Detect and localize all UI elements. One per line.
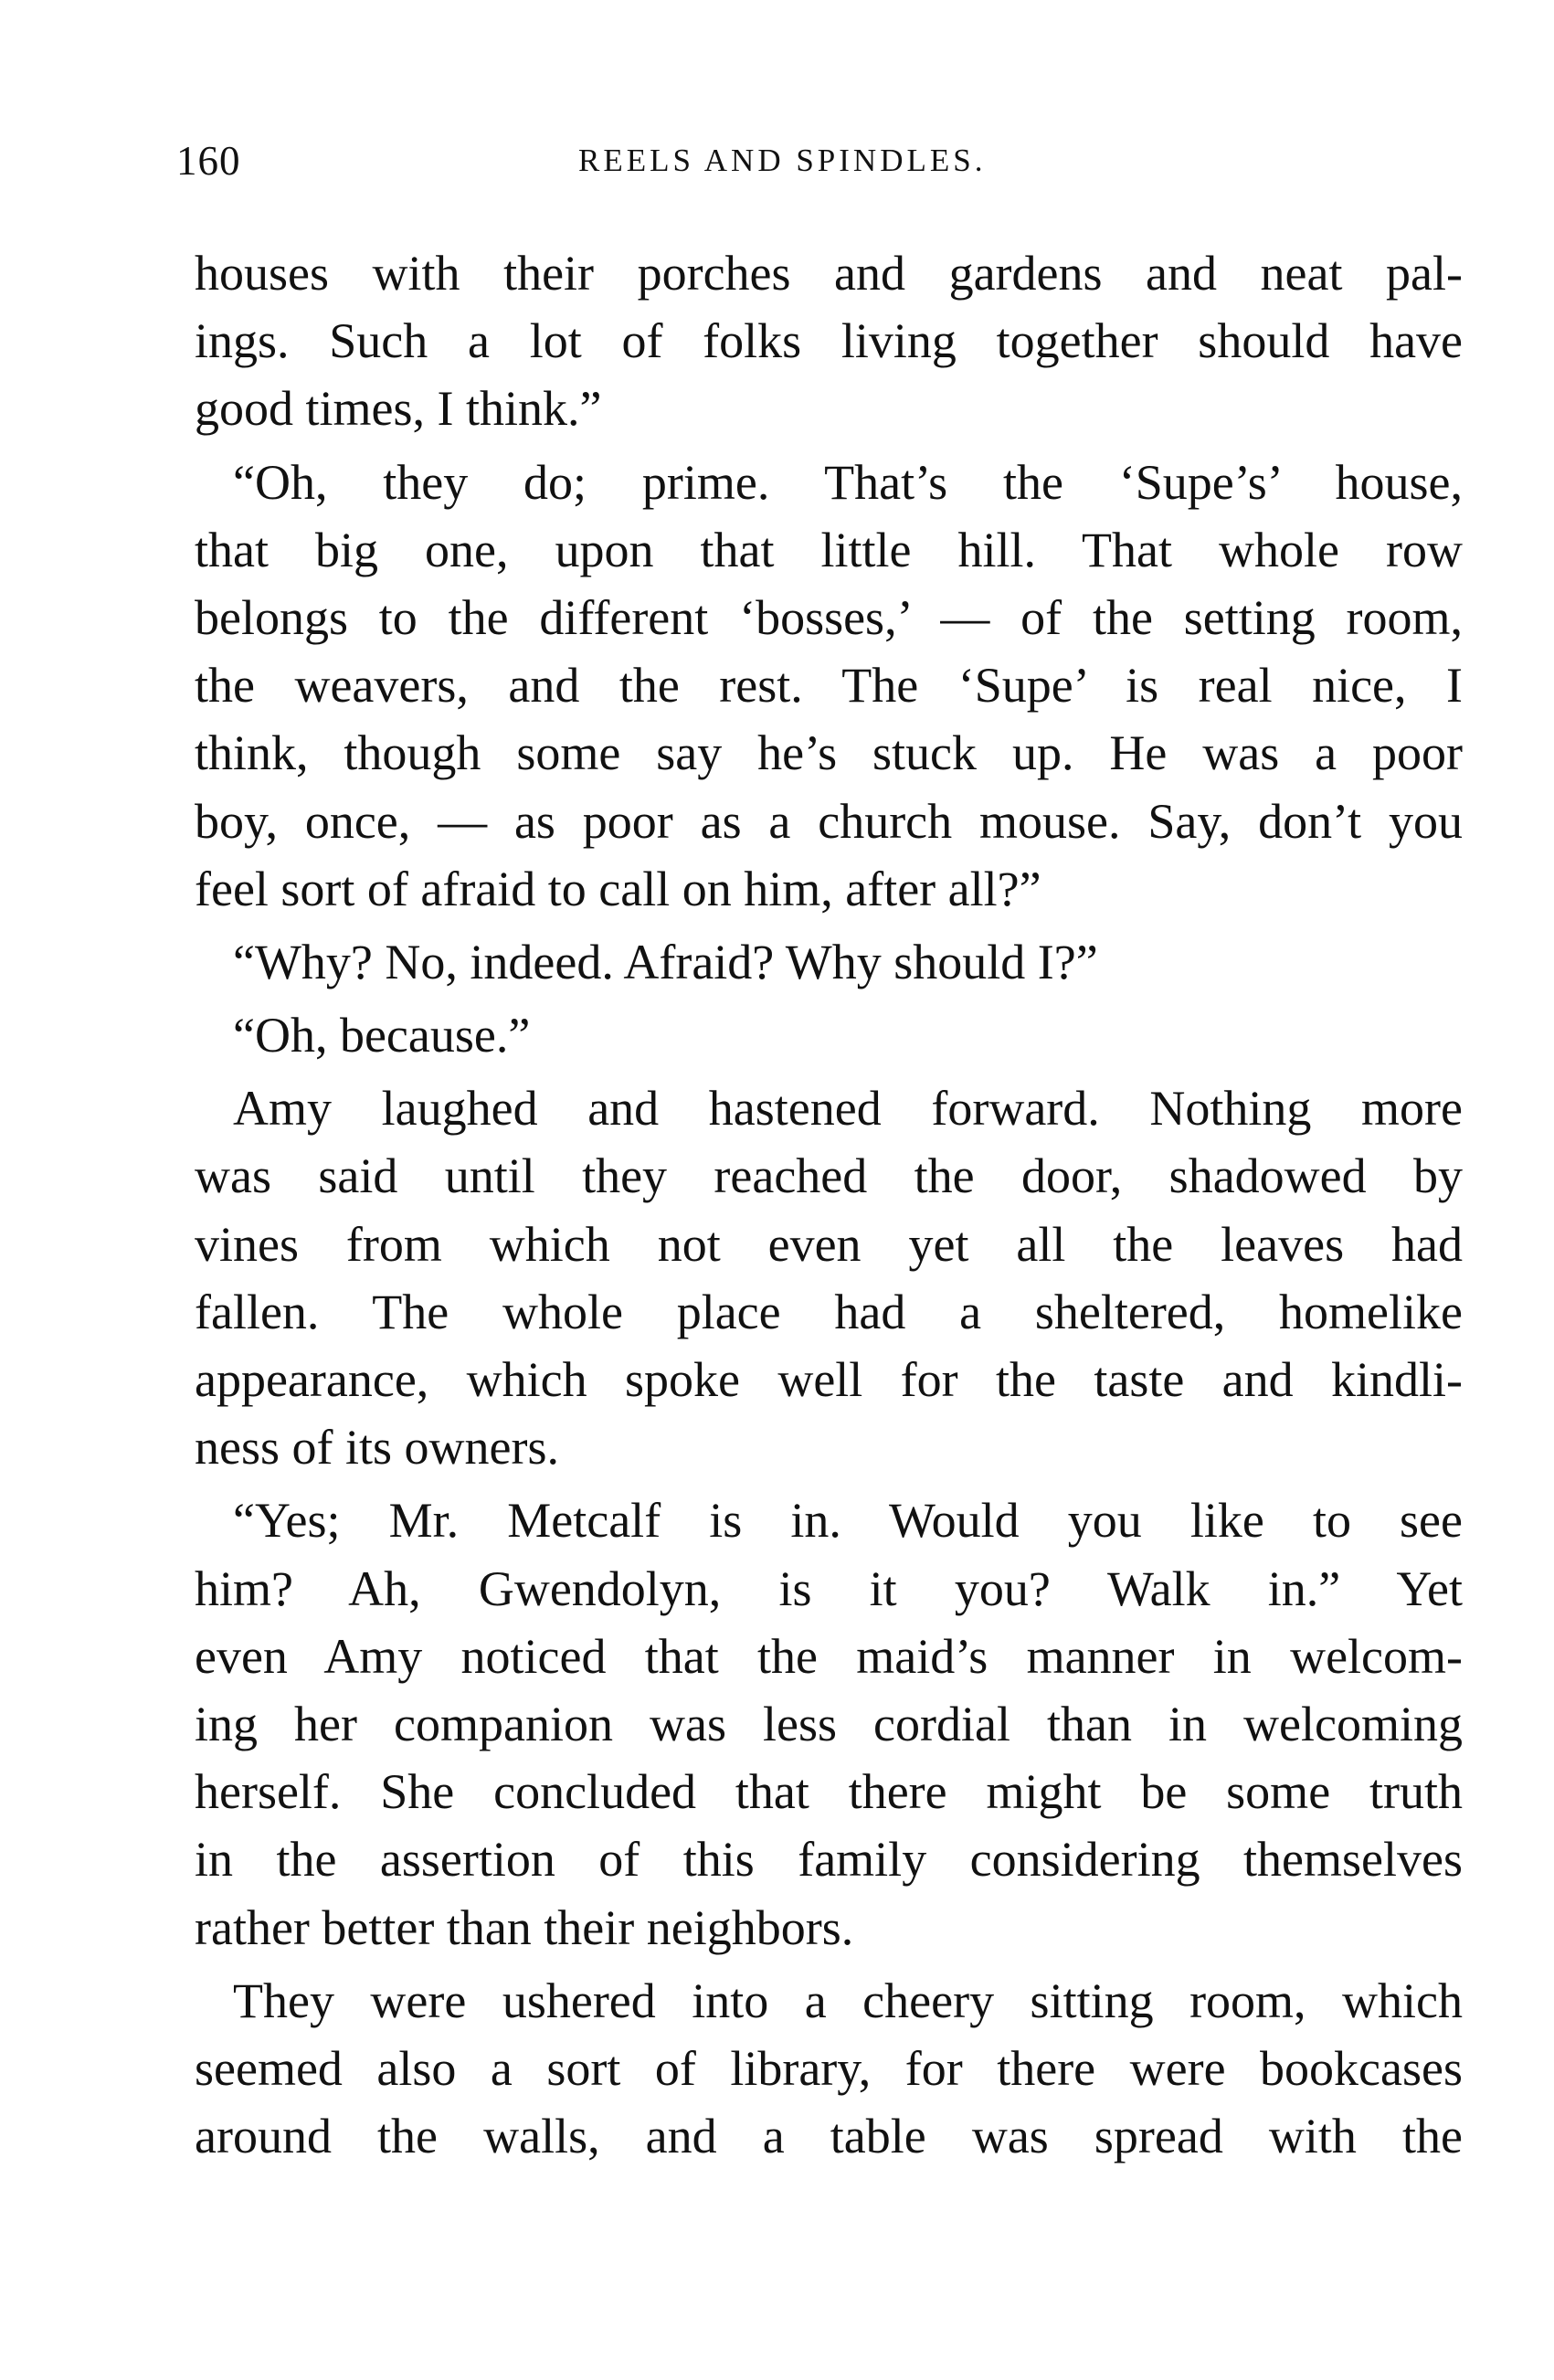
text-line: appearance, which spoke well for the taste and kindli- [195,1352,1463,1407]
text-line: belongs to the different ‘bosses,’ — of the setting room, [195,589,1463,645]
text-line: boy, once, — as poor as a church mouse. Say, don’t you [195,793,1463,849]
text-line: “Oh, because.” [233,1008,531,1063]
text-line: rather better than their neighbors. [195,1899,854,1955]
text-line: even Amy noticed that the maid’s manner in welcom- [195,1628,1463,1684]
text-line: ing her companion was less cordial than in welcoming [195,1696,1463,1751]
text-line: feel sort of afraid to call on him, after all?” [195,861,1041,916]
text-line: the weavers, and the rest. The ‘Supe’ is real nice, I [195,658,1463,714]
text-line: seemed also a sort of library, for there were bookcases [195,2040,1463,2096]
text-line: They were ushered into a cheery sitting room, which [233,1973,1463,2028]
text-line: herself. She concluded that there might be some truth [195,1764,1463,1820]
text-line: in the assertion of this family considering themselves [195,1832,1463,1888]
running-title: REELS AND SPINDLES. [578,143,987,178]
text-line: think, though some say he’s stuck up. He was a poor [195,725,1463,781]
page-number: 160 [176,138,241,184]
text-line: good times, I think.” [195,381,602,437]
text-line: ings. Such a lot of folks living together should have [195,313,1463,369]
text-line: was said until they reached the door, shadowed by [195,1148,1463,1204]
text-line: around the walls, and a table was spread with the [195,2109,1463,2164]
text-line: him? Ah, Gwendolyn, is it you? Walk in.” Yet [195,1560,1463,1616]
running-header [176,137,1401,192]
text-line: “Yes; Mr. Metcalf is in. Would you like to see [233,1493,1463,1549]
text-line: that big one, upon that little hill. That whole row [195,522,1463,577]
text-line: houses with their porches and gardens and neat pal- [195,246,1463,301]
text-line: Amy laughed and hastened forward. Nothing more [233,1081,1463,1137]
body-text [195,239,1463,2170]
text-line: vines from which not even yet all the leaves had [195,1216,1463,1272]
text-line: “Oh, they do; prime. That’s the ‘Supe’s’ house, [233,454,1463,510]
text-line: ness of its owners. [195,1420,559,1476]
text-line: fallen. The whole place had a sheltered, homelike [195,1284,1463,1339]
text-line: “Why? No, indeed. Afraid? Why should I?” [233,934,1098,989]
